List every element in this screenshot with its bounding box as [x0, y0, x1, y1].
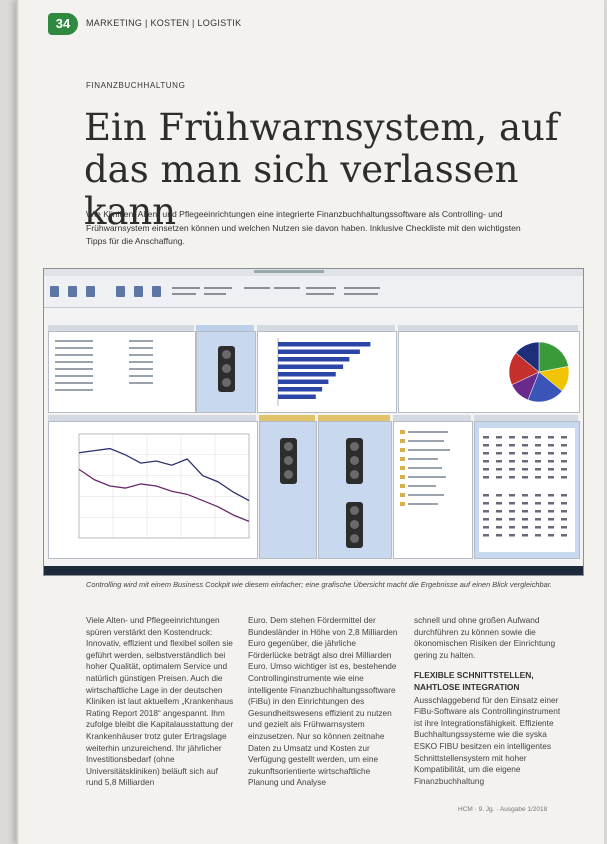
- column-3-body: Ausschlaggebend für den Einsatz einer FiBu-Software als Controllinginstrument ist ihre Integrationsfähigkeit. Effiziente Buchhaltungssysteme wie die syska ESKO FIBU besitzen ein intelligentes Schnittstellensystem mit hoher Kompatibilität, um die eigene Finanzbuchhaltung: [414, 694, 561, 786]
- calendar-day: [496, 468, 502, 471]
- software-screenshot: [43, 268, 584, 576]
- calendar-day: [522, 526, 528, 529]
- calendar-day: [535, 452, 541, 455]
- calendar-day: [509, 476, 515, 479]
- column-3-intro: schnell und ohne großen Aufwand durchführen zu können sowie die ökonomischen Risiken der Einrichtung gering zu halten.: [414, 615, 556, 660]
- calendar-day: [509, 502, 515, 505]
- traffic-light-icon: [280, 438, 297, 484]
- calendar-day: [522, 460, 528, 463]
- calendar-day: [496, 444, 502, 447]
- section-label: MARKETING | KOSTEN | LOGISTIK: [86, 18, 242, 28]
- calendar-day: [548, 436, 554, 439]
- ribbon-toolbar: [44, 276, 583, 308]
- calendar-day: [522, 518, 528, 521]
- calendar-day: [561, 518, 567, 521]
- calendar-day: [509, 494, 515, 497]
- calendar-day: [483, 476, 489, 479]
- calendar-day: [483, 494, 489, 497]
- body-column-3: [414, 615, 566, 787]
- bar: [278, 365, 343, 370]
- calendar-day: [496, 510, 502, 513]
- calendar-day: [483, 444, 489, 447]
- calendar-day: [496, 518, 502, 521]
- calendar-widget: [475, 422, 579, 558]
- calendar-day: [548, 502, 554, 505]
- calendar-day: [561, 526, 567, 529]
- calendar-day: [561, 436, 567, 439]
- calendar-day: [561, 460, 567, 463]
- calendar-day: [535, 468, 541, 471]
- calendar-day: [483, 452, 489, 455]
- window-titlebar: [44, 269, 583, 276]
- calendar-day: [483, 526, 489, 529]
- body-column-2: Euro. Dem stehen Fördermittel der Bundesländer in Höhe von 2,8 Milliarden Euro gegenüber, die jährliche Förderlücke beträgt also drei Milliarden Euro. Umso wichtiger ist es, bestehende Controllinginstrumente wie eine intelligente Finanzbuchhaltungssoftware (FiBu) in den Einrichtungen des Gesundheitswesens effizient zu nutzen und gezielt als Frühwarnsystem einzusetzen. Nur so können zeitnahe Daten zu Umsatz und Kosten zur Verfügung gestellt werden, um eine zukunftsorientierte wirtschaftliche Planung und Analyse: [248, 615, 398, 788]
- pie-chart: [399, 332, 579, 412]
- calendar-day: [483, 460, 489, 463]
- calendar-panel: [474, 421, 580, 559]
- calendar-day: [535, 460, 541, 463]
- calendar-face: [479, 428, 575, 552]
- calendar-day: [483, 534, 489, 537]
- calendar-day: [496, 502, 502, 505]
- horizontal-bar-chart: [258, 332, 396, 412]
- calendar-day: [522, 468, 528, 471]
- calendar-day: [522, 494, 528, 497]
- series-line: [79, 469, 249, 521]
- calendar-day: [509, 444, 515, 447]
- calendar-day: [548, 444, 554, 447]
- series-line: [79, 449, 249, 501]
- calendar-day: [509, 436, 515, 439]
- calendar-day: [548, 494, 554, 497]
- folder-tree: [394, 422, 472, 558]
- calendar-day: [483, 468, 489, 471]
- bar: [278, 342, 370, 347]
- calendar-day: [548, 452, 554, 455]
- calendar-day: [535, 518, 541, 521]
- calendar-day: [548, 518, 554, 521]
- calendar-day: [535, 494, 541, 497]
- pie-chart-panel: [398, 331, 580, 413]
- kpi-table-panel: [48, 331, 196, 413]
- calendar-day: [522, 452, 528, 455]
- calendar-day: [483, 502, 489, 505]
- traffic-light-icon: [346, 502, 363, 548]
- calendar-day: [535, 526, 541, 529]
- bar: [278, 380, 328, 385]
- page-fold: [16, 0, 19, 844]
- page-number-badge: 34: [48, 13, 78, 35]
- article-lead: Wie Kliniken, Alten- und Pflegeeinrichtungen eine integrierte Finanzbuchhaltungssoftware als Controlling- und Frühwarnsystem einsetzen können und welchen Nutzen sie davon haben. Inklusive Checkliste mit den wichtigsten Tipps für die Anschaffung.: [86, 209, 521, 246]
- article-title: Ein Frühwarnsystem, auf das man sich verlassen kann: [84, 106, 559, 233]
- calendar-day: [548, 534, 554, 537]
- traffic-light-icon: [346, 438, 363, 484]
- body-column-1: Viele Alten- und Pflegeeinrichtungen spüren verstärkt den Kostendruck: Innovativ, effizient und flexibel sollen sie geführt werden, selbstverständlich bei hoher Qualität, optimalem Service und natürlich günstigen Preisen. Auch die wirtschaftliche Lage in der deutschen Kliniken ist laut aktuellem „Krankenhaus Rating Report 2018“ angespannt. Ihm zufolge bleibt die Kapitalausstattung der Krankenhäuser trotz guter Ertragslage weiterhin unzureichend. Ihr jährlicher Investitionsbedarf (ohne Universitätskliniken) beläuft sich auf rund 5,8 Milliarden: [86, 615, 234, 788]
- traffic-light-panel-2: [259, 421, 317, 559]
- calendar-day: [561, 452, 567, 455]
- calendar-day: [548, 510, 554, 513]
- bar: [278, 387, 322, 392]
- bar: [278, 395, 316, 400]
- calendar-day: [522, 436, 528, 439]
- calendar-day: [522, 534, 528, 537]
- calendar-day: [535, 444, 541, 447]
- calendar-day: [522, 502, 528, 505]
- calendar-day: [496, 534, 502, 537]
- bar: [278, 357, 349, 362]
- column-3-subhead: FLEXIBLE SCHNITTSTELLEN, NAHTLOSE INTEGRATION: [414, 670, 534, 692]
- calendar-day: [535, 476, 541, 479]
- calendar-day: [483, 518, 489, 521]
- calendar-day: [548, 460, 554, 463]
- calendar-day: [548, 476, 554, 479]
- calendar-day: [561, 502, 567, 505]
- traffic-light-panel-1: [196, 331, 256, 413]
- calendar-day: [509, 526, 515, 529]
- calendar-day: [509, 534, 515, 537]
- kpi-table-lines: [49, 332, 195, 412]
- calendar-day: [561, 444, 567, 447]
- page-footer: HCM · 9. Jg. · Ausgabe 1/2018: [458, 806, 548, 813]
- calendar-day: [496, 494, 502, 497]
- calendar-day: [561, 468, 567, 471]
- calendar-day: [496, 460, 502, 463]
- article-kicker: FINANZBUCHHALTUNG: [86, 81, 186, 90]
- bar: [278, 350, 360, 355]
- calendar-day: [561, 534, 567, 537]
- line-chart: [49, 422, 257, 558]
- figure-caption: Controlling wird mit einem Business Cockpit wie diesem einfacher; eine grafische Übersicht macht die Ergebnisse auf einen Blick vergleichbar.: [86, 580, 552, 589]
- bar-chart-panel: [257, 331, 397, 413]
- traffic-light-panel-3: [318, 421, 392, 559]
- calendar-day: [522, 510, 528, 513]
- calendar-day: [535, 534, 541, 537]
- calendar-day: [522, 476, 528, 479]
- calendar-day: [509, 518, 515, 521]
- calendar-day: [535, 510, 541, 513]
- calendar-day: [548, 468, 554, 471]
- windows-taskbar: [44, 566, 583, 575]
- calendar-day: [509, 452, 515, 455]
- calendar-day: [509, 468, 515, 471]
- calendar-day: [535, 502, 541, 505]
- calendar-day: [496, 476, 502, 479]
- folder-tree-panel: [393, 421, 473, 559]
- calendar-day: [509, 460, 515, 463]
- line-chart-panel: [48, 421, 258, 559]
- calendar-day: [496, 452, 502, 455]
- calendar-day: [548, 526, 554, 529]
- calendar-day: [522, 444, 528, 447]
- calendar-day: [496, 526, 502, 529]
- traffic-light-icon: [218, 346, 235, 392]
- calendar-day: [561, 494, 567, 497]
- calendar-day: [561, 510, 567, 513]
- calendar-day: [496, 436, 502, 439]
- calendar-day: [561, 476, 567, 479]
- calendar-day: [509, 510, 515, 513]
- bar: [278, 372, 336, 377]
- calendar-day: [483, 510, 489, 513]
- calendar-day: [535, 436, 541, 439]
- calendar-day: [483, 436, 489, 439]
